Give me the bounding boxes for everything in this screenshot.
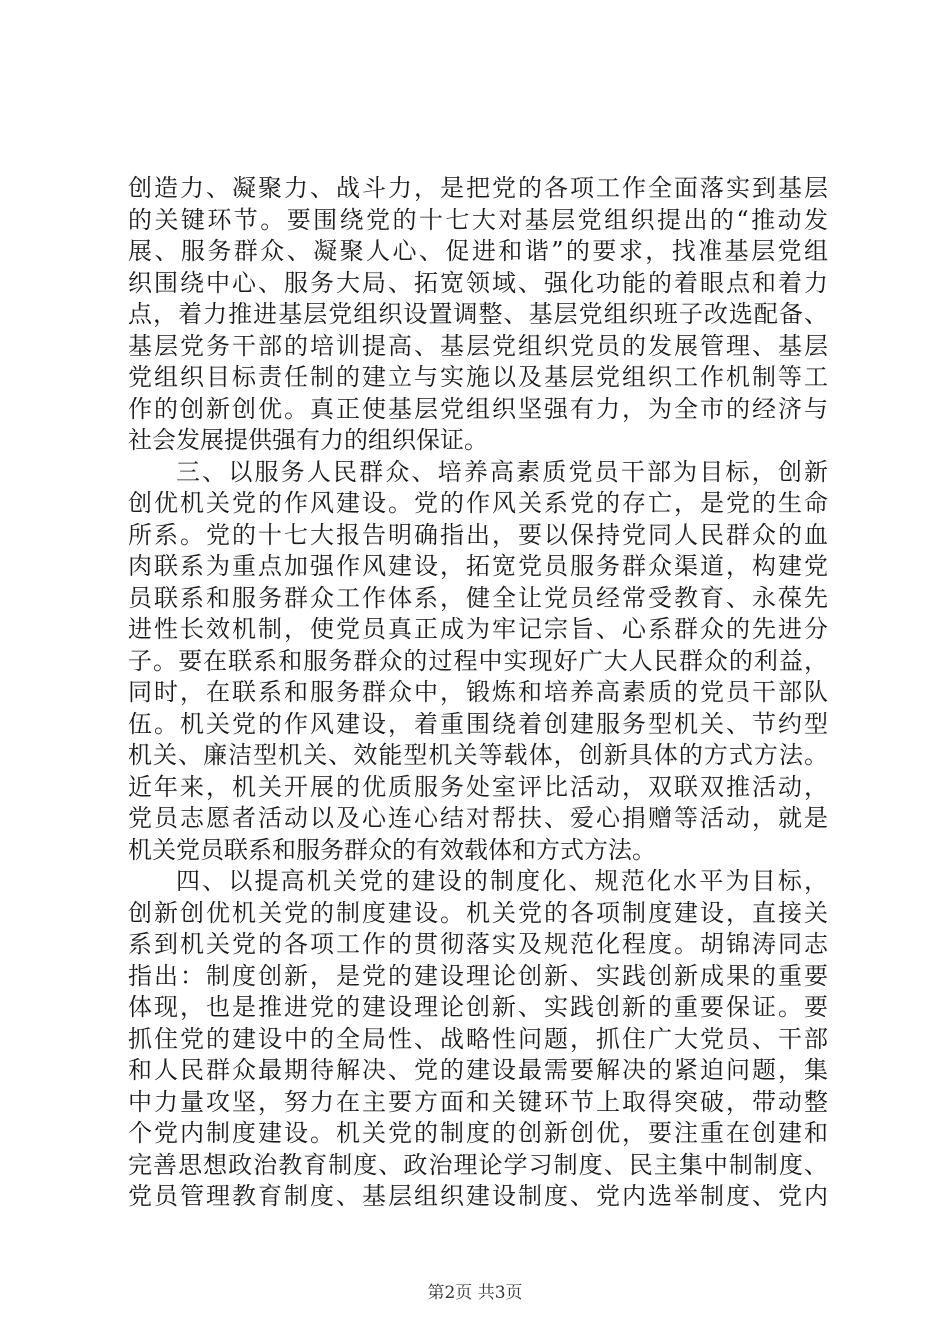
text-line: 抓住党的建设中的全局性、战略性问题，抓住广大党员、干部 bbox=[128, 1024, 828, 1053]
text-line: 进性长效机制，使党员真正成为牢记宗旨、心系群众的先进分 bbox=[128, 615, 828, 643]
text-line: 个党内制度建设。机关党的制度的创新创优，要注重在创建和 bbox=[128, 1119, 828, 1147]
text-line: 同时，在联系和服务群众中，锻炼和培养高素质的党员干部队 bbox=[128, 678, 828, 706]
text-line: 四、以提高机关党的建设的制度化、规范化水平为目标， bbox=[176, 867, 828, 895]
text-line: 肉联系为重点加强作风建设，拓宽党员服务群众渠道，构建党 bbox=[128, 552, 828, 580]
text-line: 创造力、凝聚力、战斗力，是把党的各项工作全面落实到基层 bbox=[128, 174, 828, 202]
text-line: 基层党务干部的培训提高、基层党组织党员的发展管理、基层 bbox=[128, 331, 828, 360]
text-line: 点，着力推进基层党组织设置调整、基层党组织班子改选配备、 bbox=[128, 300, 828, 328]
text-line: 的关键环节。要围绕党的十七大对基层党组织提出的“推动发 bbox=[128, 205, 828, 234]
text-line: 党员志愿者活动以及心连心结对帮扶、爱心捐赠等活动，就是 bbox=[128, 804, 828, 832]
text-line: 和人民群众最期待解决、党的建设最需要解决的紧迫问题，集 bbox=[128, 1056, 828, 1084]
text-line: 机关、廉洁型机关、效能型机关等载体，创新具体的方式方法。 bbox=[128, 741, 828, 769]
text-line: 党组织目标责任制的建立与实施以及基层党组织工作机制等工 bbox=[128, 363, 828, 391]
text-line: 近年来，机关开展的优质服务处室评比活动，双联双推活动， bbox=[128, 772, 828, 801]
text-line: 作的创新创优。真正使基层党组织坚强有力，为全市的经济与 bbox=[128, 394, 828, 423]
text-line: 中力量攻坚，努力在主要方面和关键环节上取得突破，带动整 bbox=[128, 1087, 828, 1116]
text-line: 子。要在联系和服务群众的过程中实现好广大人民群众的利益， bbox=[128, 646, 828, 675]
text-line: 指出：制度创新，是党的建设理论创新、实践创新成果的重要 bbox=[128, 961, 828, 990]
text-line: 党员管理教育制度、基层组织建设制度、党内选举制度、党内 bbox=[128, 1182, 828, 1210]
page-footer: 第2页 共3页 bbox=[427, 1283, 523, 1303]
text-line: 机关党员联系和服务群众的有效载体和方式方法。 bbox=[128, 835, 656, 864]
text-line: 系到机关党的各项工作的贯彻落实及规范化程度。胡锦涛同志 bbox=[128, 930, 828, 958]
body-text bbox=[128, 173, 828, 1213]
text-line: 三、以服务人民群众、培养高素质党员干部为目标，创新 bbox=[176, 457, 828, 486]
text-line: 伍。机关党的作风建设，着重围绕着创建服务型机关、节约型 bbox=[128, 709, 828, 738]
text-line: 体现，也是推进党的建设理论创新、实践创新的重要保证。要 bbox=[128, 993, 828, 1021]
text-line: 完善思想政治教育制度、政治理论学习制度、民主集中制制度、 bbox=[128, 1150, 828, 1179]
text-line: 所系。党的十七大报告明确指出，要以保持党同人民群众的血 bbox=[128, 520, 828, 549]
text-line: 织围绕中心、服务大局、拓宽领域、强化功能的着眼点和着力 bbox=[128, 268, 828, 297]
text-line: 展、服务群众、凝聚人心、促进和谐”的要求，找准基层党组 bbox=[128, 237, 828, 265]
text-line: 社会发展提供强有力的组织保证。 bbox=[128, 426, 488, 454]
text-line: 创新创优机关党的制度建设。机关党的各项制度建设，直接关 bbox=[128, 898, 828, 927]
text-line: 创优机关党的作风建设。党的作风关系党的存亡，是党的生命 bbox=[128, 489, 828, 517]
text-line: 员联系和服务群众工作体系，健全让党员经常受教育、永葆先 bbox=[128, 583, 828, 612]
